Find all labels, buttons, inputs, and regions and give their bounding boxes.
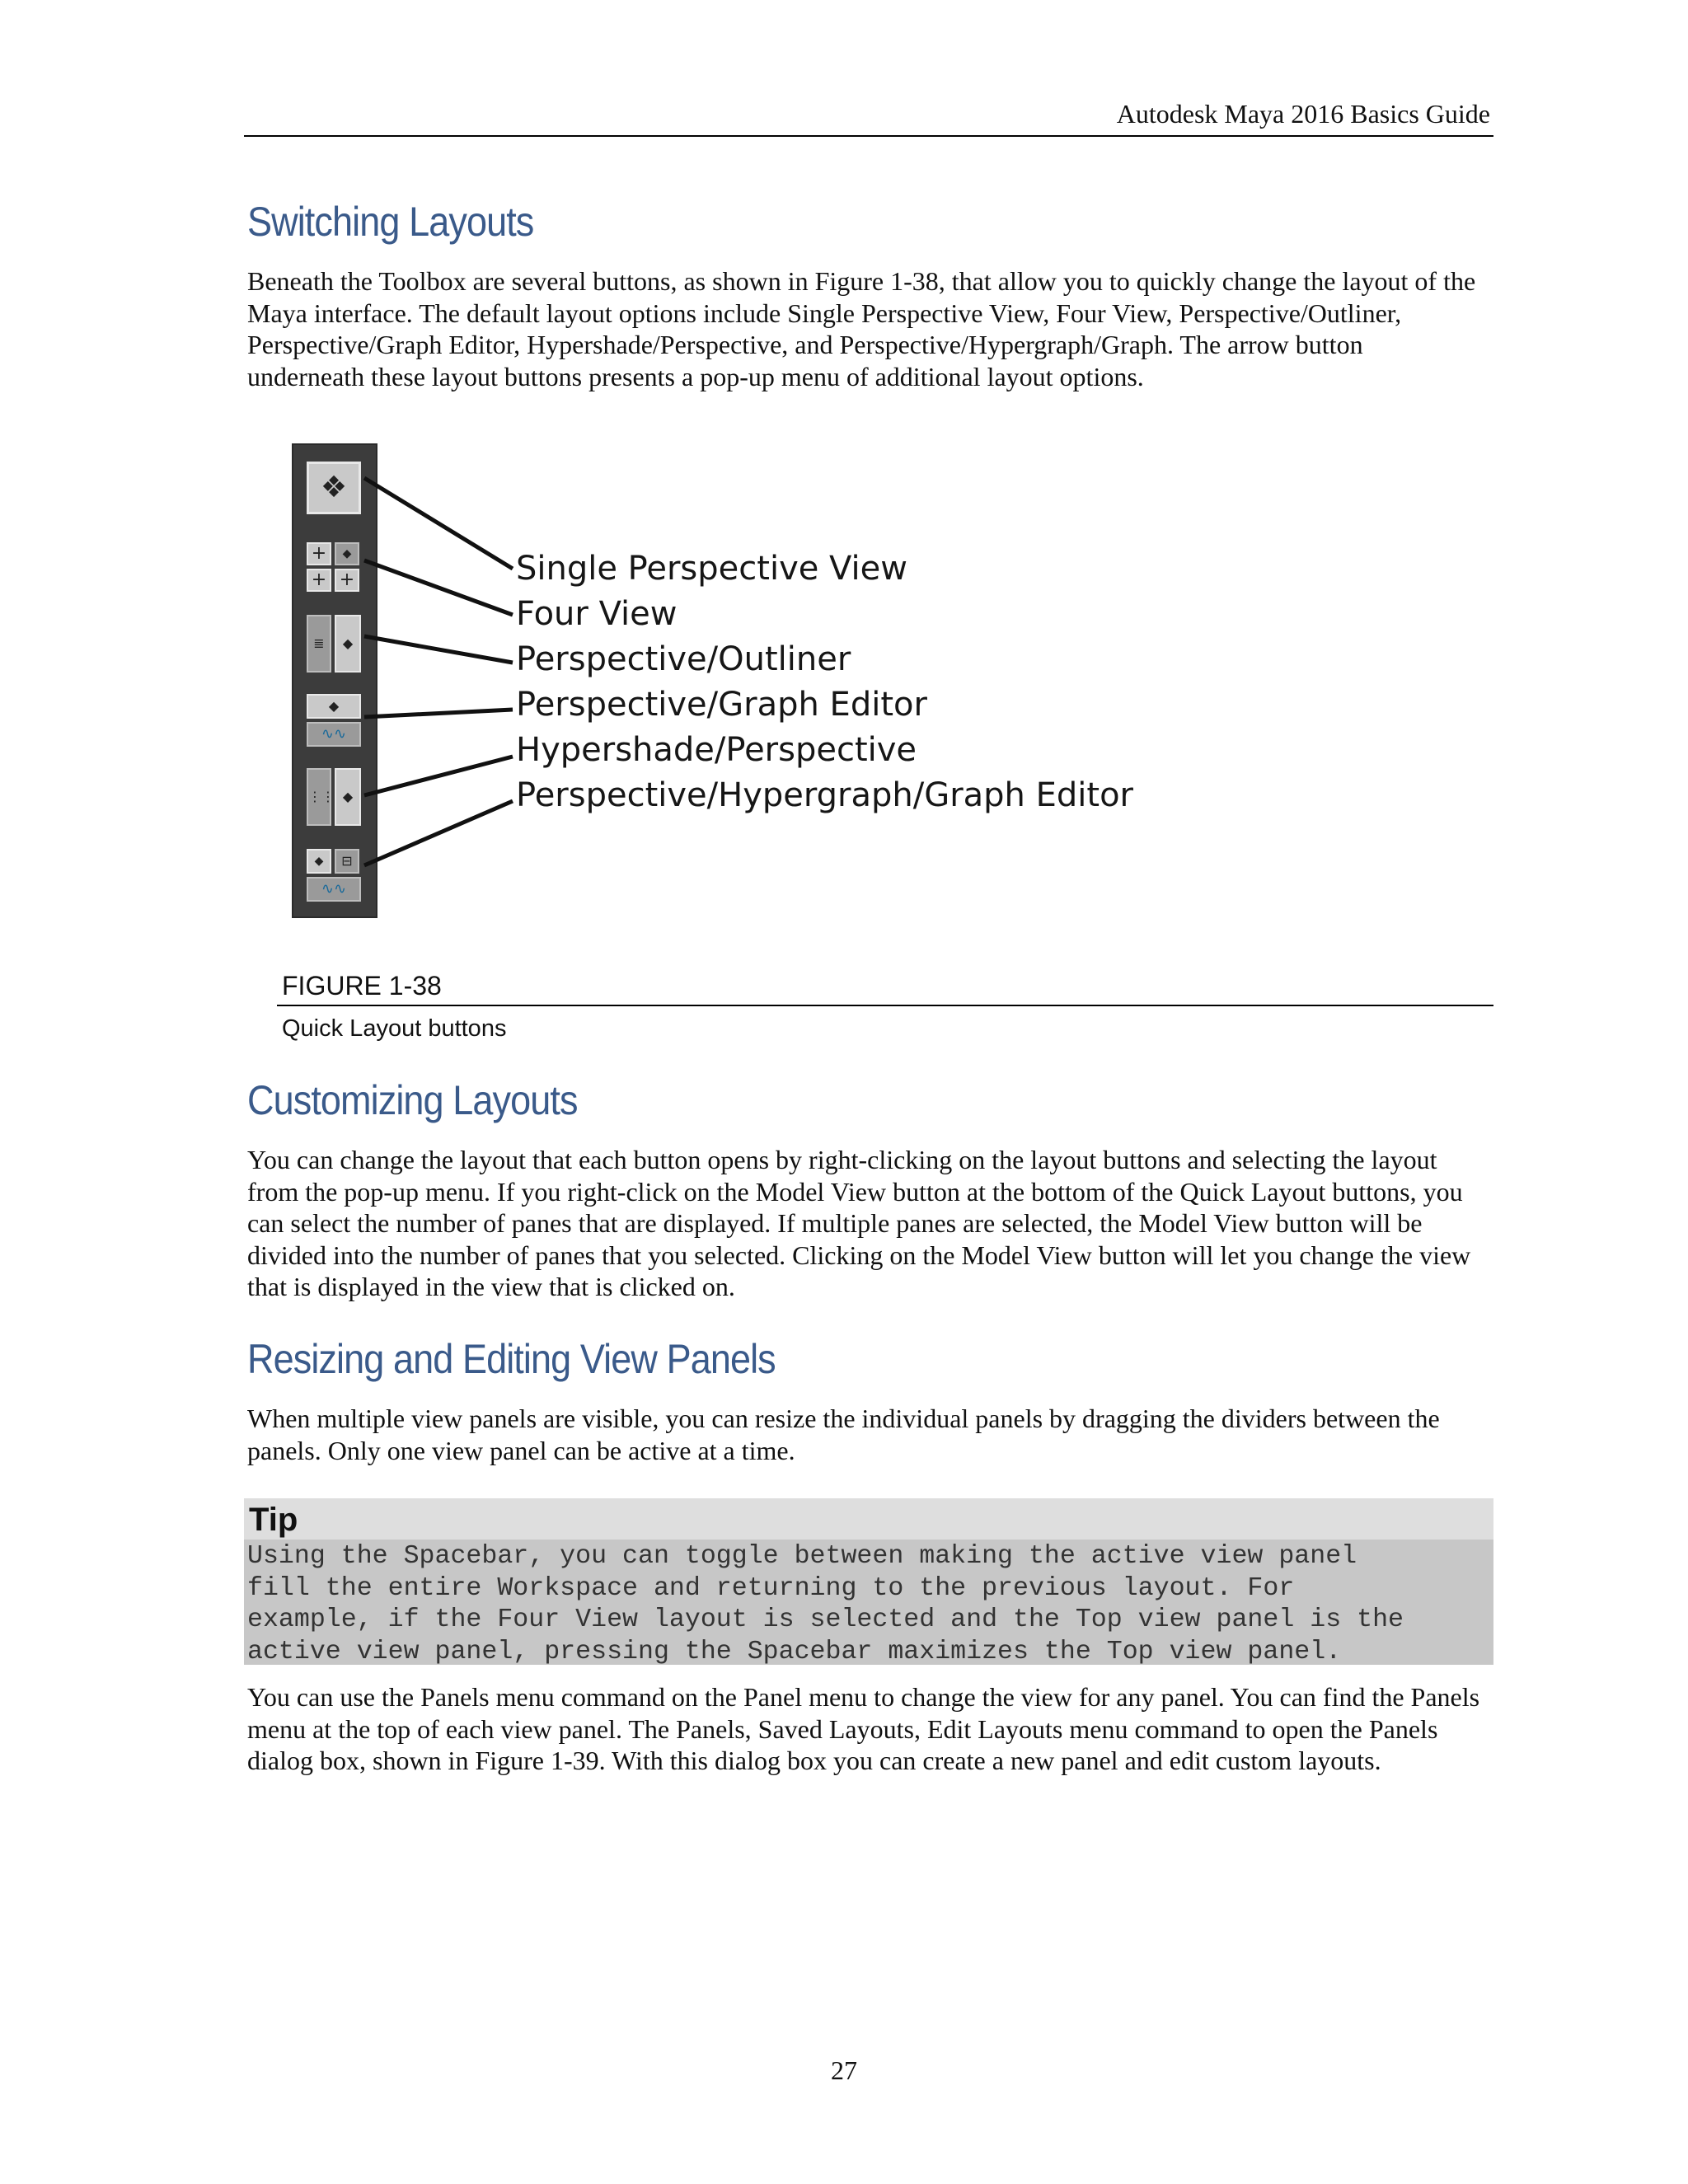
paragraph-customizing-layouts: You can change the layout that each button opens by right-clicking on the layout buttons and selecting the layout from the pop-up menu. If you right-click on the Model View button at the bottom of the Quick Layout buttons, you can select the number of panes that are displayed. If multiple panes are selected, the Model View button will be divided into the number of panes that you selected. Clicking on the Model View button will let you change the view that is displayed in the view that is clicked on.	[247, 1145, 1471, 1301]
paragraph-resizing-view-panels: When multiple view panels are visible, you can resize the individual panels by dragging the dividers between the panels. Only one view panel can be active at a time.	[247, 1404, 1440, 1465]
heading-resizing-editing-view-panels: Resizing and Editing View Panels	[247, 1336, 776, 1382]
tip-line: active view panel, pressing the Spacebar maximizes the Top view panel.	[247, 1637, 1342, 1666]
view-cube-icon: ◆	[342, 547, 352, 560]
single-view-icon: ❖	[320, 471, 348, 504]
tip-title: Tip	[249, 1502, 298, 1538]
hypergraph-icon: ⊟	[341, 853, 353, 869]
label-perspective-hypergraph-graph-editor: Perspective/Hypergraph/Graph Editor	[516, 776, 1133, 814]
view-cube-icon: ◆	[342, 789, 354, 804]
leader-line-four-view	[364, 560, 513, 615]
graph-curve-icon: ∿∿	[321, 880, 347, 898]
heading-switching-layouts: Switching Layouts	[247, 199, 534, 245]
paragraph-switching-layouts: Beneath the Toolbox are several buttons, as shown in Figure 1-38, that allow you to quickly change the layout of the Maya interface. The default layout options include Single Perspective View, Four View, Perspective/Outliner, Perspective/Graph Editor, Hypershade/Perspective, and Perspective/Hypergraph/Graph. The arrow button underneath these layout buttons presents a pop-up menu of additional layout options.	[247, 266, 1476, 391]
label-single-perspective-view: Single Perspective View	[516, 550, 907, 588]
label-hypershade-perspective: Hypershade/Perspective	[516, 731, 917, 769]
heading-customizing-layouts: Customizing Layouts	[247, 1077, 578, 1123]
label-perspective-graph-editor: Perspective/Graph Editor	[516, 686, 927, 724]
hypershade-icon: ⋮⋮	[308, 789, 335, 804]
leader-line-single-perspective-view	[364, 478, 513, 569]
figure-divider	[277, 1005, 1493, 1006]
outliner-icon: ≣	[313, 635, 325, 651]
view-cube-icon: ◆	[342, 635, 354, 651]
running-header	[244, 97, 1493, 137]
label-four-view: Four View	[516, 595, 678, 633]
tip-title-bar	[244, 1498, 1493, 1540]
figure-number: FIGURE 1-38	[282, 971, 442, 1001]
paragraph-panels-menu: You can use the Panels menu command on the Panel menu to change the view for any panel. You can find the Panels menu at the top of each view panel. The Panels, Saved Layouts, Edit Layouts menu command to open the Panels dialog box, shown in Figure 1-39. With this dialog box you can create a new panel and edit custom layouts.	[247, 1682, 1480, 1775]
tip-line: Using the Spacebar, you can toggle between making the active view panel	[247, 1542, 1357, 1571]
tip-box	[244, 1498, 1493, 1665]
view-cube-icon: ◆	[314, 855, 324, 868]
figure-quick-layout-buttons	[272, 420, 1187, 931]
leader-line-perspective-hypergraph-graph-editor	[364, 801, 513, 865]
leader-line-perspective-outliner	[364, 636, 513, 663]
figure-caption: Quick Layout buttons	[282, 1015, 507, 1042]
label-perspective-outliner: Perspective/Outliner	[516, 640, 851, 678]
plus-icon: +	[311, 569, 327, 590]
tip-line: example, if the Four View layout is selected and the Top view panel is the	[247, 1605, 1404, 1634]
running-title: Autodesk Maya 2016 Basics Guide	[1116, 99, 1490, 129]
page-number: 27	[831, 2055, 857, 2085]
tip-line: fill the entire Workspace and returning to the previous layout. For	[247, 1573, 1295, 1603]
plus-icon: +	[339, 569, 355, 590]
four-view-icon: +	[311, 543, 327, 564]
graph-curve-icon: ∿∿	[321, 725, 347, 743]
leader-line-hypershade-perspective	[364, 757, 513, 795]
leader-line-perspective-graph-editor	[364, 710, 513, 717]
tip-body	[247, 1541, 1484, 1668]
view-cube-icon: ◆	[328, 698, 340, 714]
